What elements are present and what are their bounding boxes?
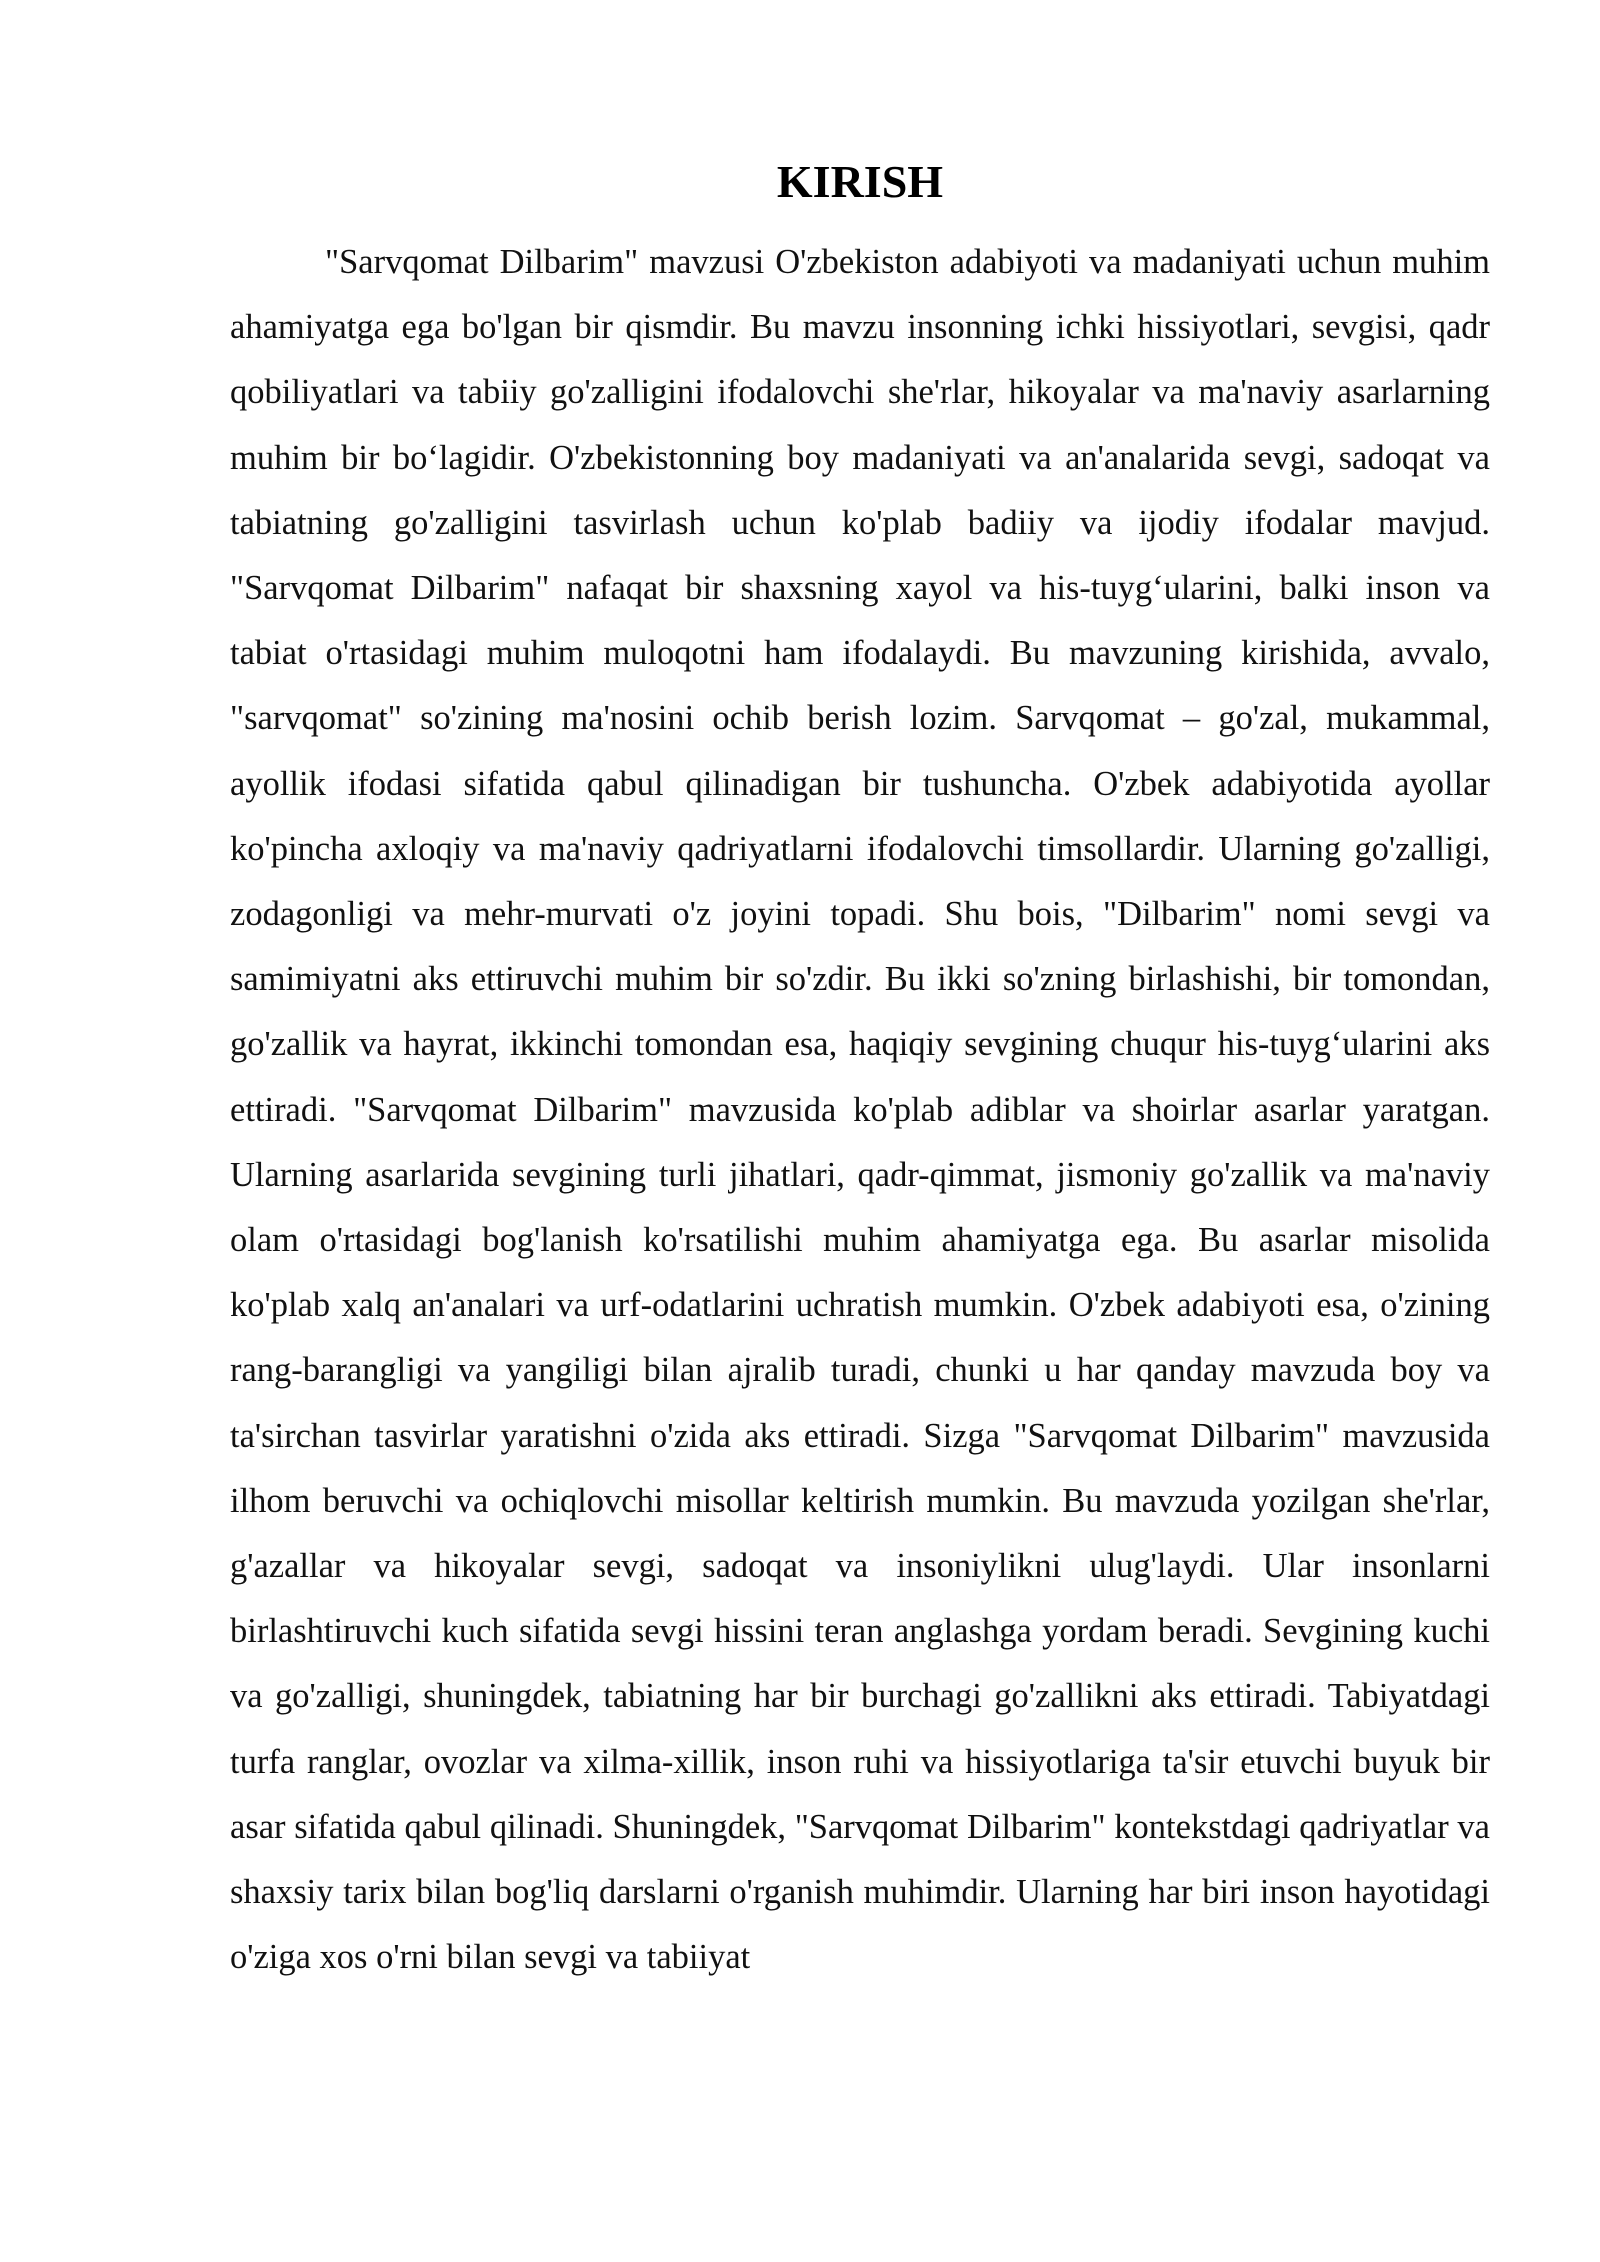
body-paragraph: "Sarvqomat Dilbarim" mavzusi O'zbekiston adabiyoti va madaniyati uchun muhim ahamiyatga ega bo'lgan bir qismdir. Bu mavzu insonning ichki hissiyotlari, sevgisi, qadr qobiliyatlari va tabiiy go'zalligini ifodalovchi she'rlar, hikoyalar va ma'naviy asarlarning muhim bir bo‘lagidir. O'zbekistonning boy madaniyati va an'analarida sevgi, sadoqat va tabiatning go'zalligini tasvirlash uchun ko'plab badiiy va ijodiy ifodalar mavjud. "Sarvqomat Dilbarim" nafaqat bir shaxsning xayol va his-tuyg‘ularini, balki inson va tabiat o'rtasidagi muhim muloqotni ham ifodalaydi. Bu mavzuning kirishida, avvalo, "sarvqomat" so'zining ma'nosini ochib berish lozim. Sarvqomat – go'zal, mukammal, ayollik ifodasi sifatida qabul qilinadigan bir tushuncha. O'zbek adabiyotida ayollar ko'pincha axloqiy va ma'naviy qadriyatlarni ifodalovchi timsollardir. Ularning go'zalligi, zodagonligi va mehr-murvati o'z joyini topadi. Shu bois, "Dilbarim" nomi sevgi va samimiyatni aks ettiruvchi muhim bir so'zdir. Bu ikki so'zning birlashishi, bir tomondan, go'zallik va hayrat, ikkinchi tomondan esa, haqiqiy sevgining chuqur his-tuyg‘ularini aks ettiradi. "Sarvqomat Dilbarim" mavzusida ko'plab adiblar va shoirlar asarlar yaratgan. Ularning asarlarida sevgining turli jihatlari, qadr-qimmat, jismoniy go'zallik va ma'naviy olam o'rtasidagi bog'lanish ko'rsatilishi muhim ahamiyatga ega. Bu asarlar misolida ko'plab xalq an'analari va urf-odatlarini uchratish mumkin. O'zbek adabiyoti esa, o'zining rang-barangligi va yangiligi bilan ajralib turadi, chunki u har qanday mavzuda boy va ta'sirchan tasvirlar yaratishni o'zida aks ettiradi. Sizga "Sarvqomat Dilbarim" mavzusida ilhom beruvchi va ochiqlovchi misollar keltirish mumkin. Bu mavzuda yozilgan she'rlar, g'azallar va hikoyalar sevgi, sadoqat va insoniylikni ulug'laydi. Ular insonlarni birlashtiruvchi kuch sifatida sevgi hissini teran anglashga yordam beradi. Sevgining kuchi va go'zalligi, shuningdek, tabiatning har bir burchagi go'zallikni aks ettiradi. Tabiyatdagi turfa ranglar, ovozlar va xilma-xillik, inson ruhi va hissiyotlariga ta'sir etuvchi buyuk bir asar sifatida qabul qilinadi. Shuningdek, "Sarvqomat Dilbarim" kontekstdagi qadriyatlar va shaxsiy tarix bilan bog'liq darslarni o'rganish muhimdir. Ularning har biri inson hayotidagi o'ziga xos o'rni bilan sevgi va tabiiyat <box>230 243 1490 1977</box>
page-title: KIRISH <box>776 156 944 207</box>
